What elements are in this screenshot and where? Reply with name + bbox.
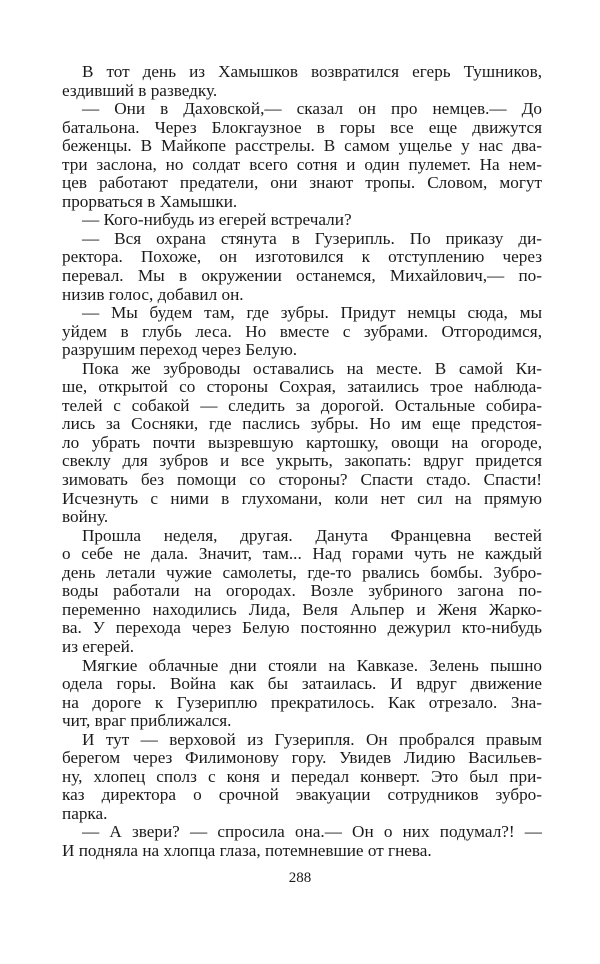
text-line: ва. У перехода через Белую постоянно дежурил кто-нибудь	[62, 618, 542, 638]
text-line: лись за Сосняки, где паслись зубры. Но им еще предстоя-	[62, 414, 542, 434]
text-line: В тот день из Хамышков возвратился егерь Тушников,	[82, 62, 542, 81]
text-line: батальона. Через Блокгаузное в горы все еще движутся	[62, 117, 542, 137]
text-line: — Вся охрана стянута в Гузерипль. По приказу ди-	[82, 228, 542, 248]
body-text	[62, 63, 542, 861]
text-line: переменно находились Лида, Веля Альпер и Женя Жарко-	[62, 599, 542, 619]
text-line: — Они в Даховской,— сказал он про немцев.— До	[82, 99, 542, 119]
text-line: чит, враг приближался.	[62, 711, 232, 731]
text-line: телей с собакой — следить за дорогой. Остальные собира-	[62, 395, 542, 415]
text-line: уйдем в глубь леса. Но вместе с зубрами. Отгородимся,	[62, 321, 542, 341]
text-line: войну.	[62, 507, 109, 527]
text-line: Мягкие облачные дни стояли на Кавказе. Зелень пышно	[82, 655, 542, 675]
text-line: парка.	[62, 803, 108, 823]
page-number: 288	[288, 870, 312, 886]
text-line: прорваться в Хамышки.	[62, 191, 238, 211]
text-line: — А звери? — спросила она.— Он о них подумал?! —	[82, 822, 542, 842]
text-line: низив голос, добавил он.	[62, 284, 244, 304]
text-line: цев работают предатели, они знают тропы. Словом, могут	[62, 173, 542, 193]
text-line: ездивший в разведку.	[62, 80, 218, 100]
text-line: ну, хлопец сполз с коня и передал конверт. Это был при-	[62, 766, 542, 786]
text-line: воды работали на огородах. Возле зубриного загона по-	[62, 581, 542, 601]
text-line: ректора. Похоже, он изготовился к отступлению через	[62, 247, 542, 267]
text-line: каз директора о срочной эвакуации сотрудников зубро-	[62, 785, 542, 805]
text-line: перевал. Мы в окружении останемся, Михайлович,— по-	[62, 266, 542, 286]
text-line: ше, открытой со стороны Сохрая, затаились трое наблюда-	[62, 377, 542, 397]
text-line: свеклу для зубров и все укрыть, закопать: вдруг придется	[62, 451, 542, 471]
text-line: И подняла на хлопца глаза, потемневшие от гнева.	[62, 840, 432, 860]
text-line: ло убрать почти вызревшую картошку, овощи на огороде,	[62, 432, 542, 452]
text-line: беженцы. В Майкопе расстрелы. В самом ущелье у нас два-	[62, 136, 542, 156]
text-line: Исчезнуть с ними в глухомани, коли нет сил на прямую	[62, 488, 542, 508]
text-line: разрушим переход через Белую.	[62, 340, 298, 360]
text-line: о себе не дала. Значит, там... Над горами чуть не каждый	[62, 544, 542, 564]
text-line: — Кого-нибудь из егерей встречали?	[82, 210, 352, 230]
text-line: из егерей.	[62, 636, 135, 656]
text-line: день летали чужие самолеты, где-то рвались бомбы. Зубро-	[62, 562, 542, 582]
text-line: одела горы. Война как бы затаилась. И вдруг движение	[62, 674, 542, 694]
text-line: Прошла неделя, другая. Данута Францевна вестей	[82, 525, 542, 545]
text-line: И тут — верховой из Гузерипля. Он пробрался правым	[82, 729, 542, 749]
text-line: на дороге к Гузериплю прекратилось. Как отрезало. Зна-	[62, 692, 542, 712]
text-line: три заслона, но солдат всего сотня и один пулемет. На нем-	[62, 154, 542, 174]
text-line: зимовать без помощи со стороны? Спасти стадо. Спасти!	[62, 470, 542, 490]
text-line: Пока же зуброводы оставались на месте. В самой Ки-	[82, 358, 542, 378]
text-line: — Мы будем там, где зубры. Придут немцы сюда, мы	[82, 303, 542, 323]
text-line: берегом через Филимонову гору. Увидев Лидию Васильев-	[62, 748, 542, 768]
